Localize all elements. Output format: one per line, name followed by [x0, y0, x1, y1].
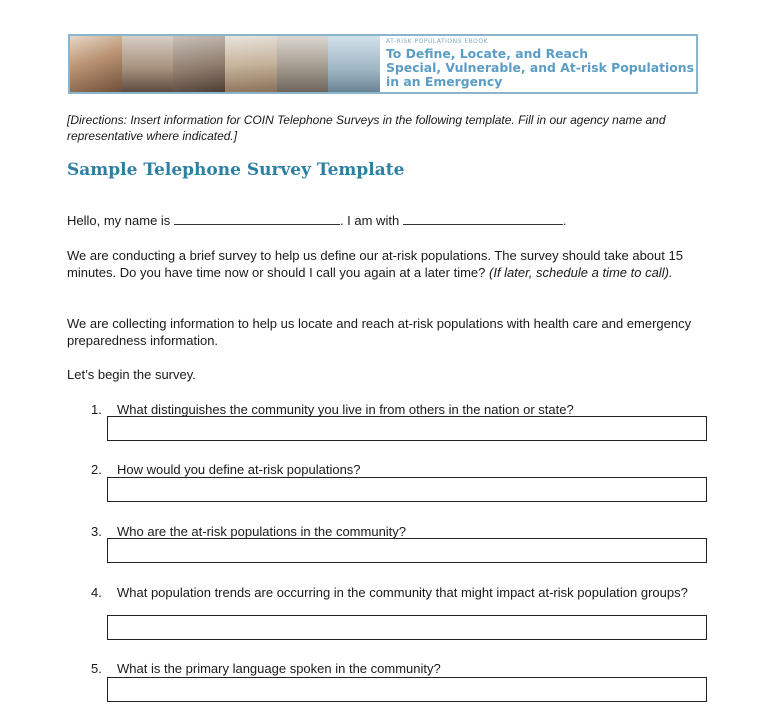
intro-end: . [562, 213, 567, 228]
question-number: 4. [91, 585, 102, 600]
banner-photo-collage [70, 36, 380, 92]
begin-survey-text: Let’s begin the survey. [67, 367, 196, 382]
agency-label: . I am with [339, 213, 400, 228]
collecting-paragraph: We are collecting information to help us locate and reach at-risk populations with health care and emergency preparedness information. [67, 316, 692, 348]
question-text: What distinguishes the community you live in from others in the nation or state? [117, 402, 574, 417]
intro-line [67, 212, 707, 229]
question-number: 3. [91, 524, 102, 539]
question-number: 1. [91, 402, 102, 417]
question-number: 2. [91, 462, 102, 477]
question-number: 5. [91, 661, 102, 676]
photo-elderly [173, 36, 225, 92]
answer-box-5[interactable] [107, 677, 707, 702]
purpose-text: We are conducting a brief survey to help us define our at-risk populations. The survey should take about 15 minutes. Do you have time now or should I call you again at a later time? [67, 248, 683, 280]
photo-walker [328, 36, 380, 92]
photo-boxes [225, 36, 277, 92]
banner-text-block [380, 36, 696, 92]
question-text: What population trends are occurring in the community that might impact at-risk population groups? [117, 585, 688, 600]
photo-street [277, 36, 329, 92]
question-text: How would you define at-risk populations? [117, 462, 361, 477]
agency-blank[interactable] [403, 212, 563, 225]
photo-group [122, 36, 174, 92]
header-banner [68, 34, 698, 94]
banner-title: To Define, Locate, and Reach Special, Vulnerable, and At-risk Populations in an Emergency [386, 46, 694, 89]
banner-kicker: AT-RISK POPULATIONS EBOOK [386, 38, 489, 45]
answer-box-1[interactable] [107, 416, 707, 441]
question-text: What is the primary language spoken in the community? [117, 661, 441, 676]
schedule-note: (If later, schedule a time to call). [489, 265, 673, 280]
name-blank[interactable] [174, 212, 340, 225]
answer-box-2[interactable] [107, 477, 707, 502]
answer-box-3[interactable] [107, 538, 707, 563]
hello-label: Hello, my name is [67, 213, 171, 228]
question-text: Who are the at-risk populations in the community? [117, 524, 407, 539]
directions-text: [Directions: Insert information for COIN Telephone Surveys in the following template. Fill in our agency name and representative where indicated.] [67, 113, 666, 143]
page-title: Sample Telephone Survey Template [67, 160, 405, 180]
photo-people [70, 36, 122, 92]
survey-purpose-paragraph [67, 247, 707, 281]
answer-box-4[interactable] [107, 615, 707, 640]
